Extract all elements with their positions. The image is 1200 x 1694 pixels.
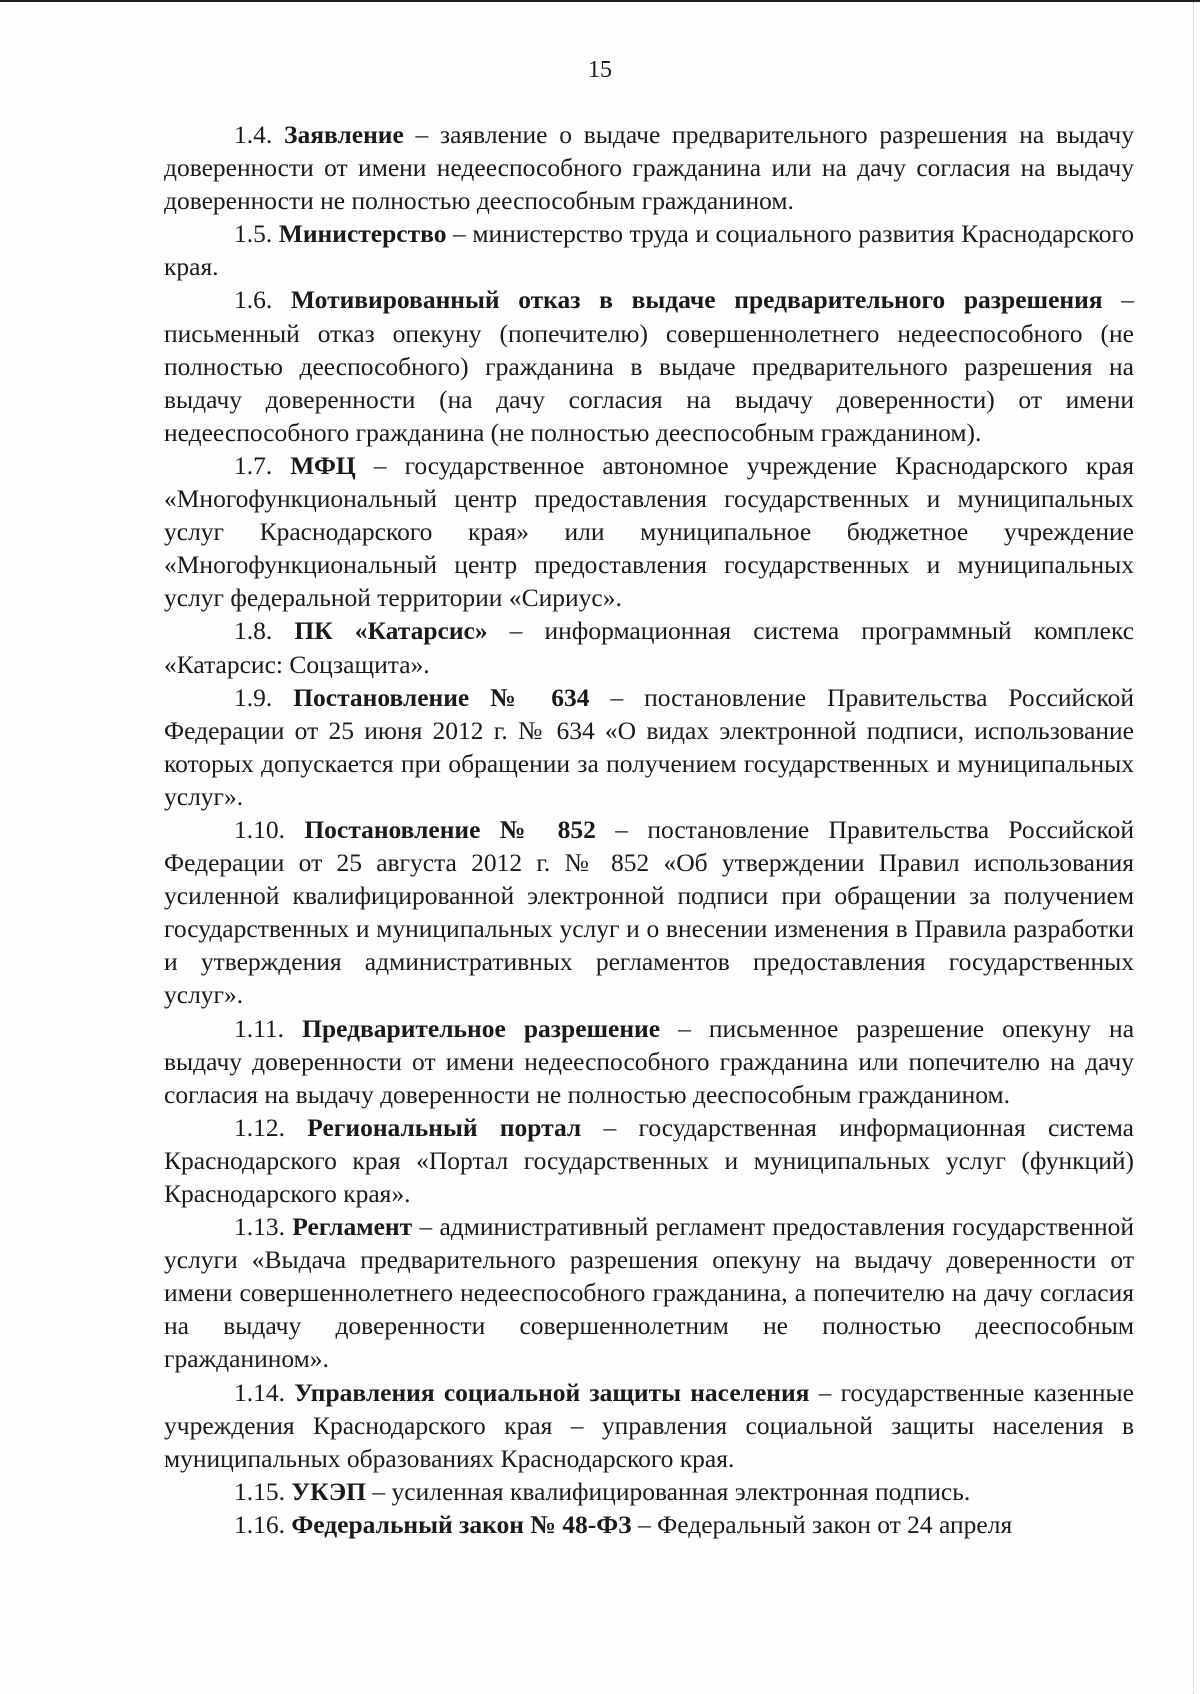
definition-number: 1.9. — [234, 682, 273, 712]
definition-text: информационная система программный комплекс «Катарсис: Соцзащита». — [164, 616, 1135, 679]
definition-text: письменное разрешение опекуну на выдачу доверенности от имени недееспособного гражданина или попечителю на дачу согласия на выдачу доверенности не полностью дееспособным гражданином. — [164, 1013, 1135, 1109]
definition-term: Мотивированный отказ в выдаче предварительного разрешения — [290, 285, 1103, 315]
definition-text: государственные казенные учреждения Краснодарского края – управления социальной защиты населения в муниципальных образованиях Краснодарского края. — [164, 1377, 1134, 1473]
definition-1-9: 1.9. Постановление № 634 – постановление Правительства Российской Федерации от 25 июня 2012 г. № 634 «О видах электронной подписи, использование которых допускается при обращении за получением государственных и муниципальных услуг». — [164, 682, 1135, 811]
definition-1-11: 1.11. Предварительное разрешение – письменное разрешение опекуну на выдачу доверенности от имени недееспособного гражданина или попечителю на дачу согласия на выдачу доверенности не полностью дееспособным гражданином. — [164, 1013, 1135, 1109]
definition-number: 1.5. — [234, 219, 273, 249]
definition-term: Постановление № 852 — [304, 814, 596, 844]
definition-term: Постановление № 634 — [293, 682, 590, 712]
definition-text: письменный отказ опекуну (попечителю) совершеннолетнего недееспособного (не полностью дееспособного) гражданина в выдаче предварительного разрешения на выдачу доверенности (на дачу согласия на выдачу доверенности) от имени недееспособного гражданина (не полностью дееспособным гражданином). — [164, 318, 1134, 447]
definition-1-4: 1.4. Заявление – заявление о выдаче предварительного разрешения на выдачу доверенности от имени недееспособного гражданина или на дачу согласия на выдачу доверенности не полностью дееспособным гражданином. — [164, 120, 1135, 216]
definition-number: 1.7. — [234, 450, 273, 480]
definition-1-7: 1.7. МФЦ – государственное автономное учреждение Краснодарского края «Многофункциональный центр предоставления государственных и муниципальных услуг Краснодарского края» или муниципальное бюджетное учреждение «Многофункциональный центр предоставления государственных и муниципальных услуг федеральной территории «Сириус». — [164, 450, 1135, 613]
definition-number: 1.15. — [234, 1476, 285, 1506]
definition-1-12: 1.12. Региональный портал – государственная информационная система Краснодарского края «Портал государственных и муниципальных услуг (функций) Краснодарского края». — [164, 1112, 1135, 1208]
definition-term: УКЭП — [291, 1476, 367, 1506]
definition-1-15: 1.15. УКЭП – усиленная квалифицированная электронная подпись. — [234, 1476, 971, 1506]
definition-number: 1.13. — [234, 1212, 285, 1242]
definition-1-6: 1.6. Мотивированный отказ в выдаче предварительного разрешения – письменный отказ опекуну (попечителю) совершеннолетнего недееспособного (не полностью дееспособного) гражданина в выдаче предварительного разрешения на выдачу доверенности (на дачу согласия на выдачу доверенности) от имени недееспособного гражданина (не полностью дееспособным гражданином). — [164, 285, 1134, 447]
definition-term: Регламент — [292, 1212, 413, 1242]
definition-number: 1.6. — [234, 285, 273, 315]
definition-text: государственная информационная система Краснодарского края «Портал государственных и муниципальных услуг (функций) Краснодарского края». — [164, 1112, 1135, 1208]
definition-1-13: 1.13. Регламент – административный регламент предоставления государственной услуги «Выдача предварительного разрешения опекуну на выдачу доверенности от имени совершеннолетнего недееспособного гражданина, а попечителю на дачу согласия на выдачу доверенности совершеннолетним не полностью дееспособным гражданином». — [164, 1212, 1134, 1374]
definition-text: постановление Правительства Российской Федерации от 25 августа 2012 г. № 852 «Об утверждении Правил использования усиленной квалифицированной электронной подписи при обращении за получением государственных и муниципальных услуг и о внесении изменения в Правила разработки и утверждения административных регламентов предоставления государственных услуг». — [164, 814, 1135, 1010]
definition-number: 1.14. — [234, 1377, 285, 1407]
definition-text: постановление Правительства Российской Федерации от 25 июня 2012 г. № 634 «О видах электронной подписи, использование которых допускается при обращении за получением государственных и муниципальных услуг». — [164, 682, 1135, 811]
definition-text: заявление о выдаче предварительного разрешения на выдачу доверенности от имени недееспособного гражданина или на дачу согласия на выдачу доверенности не полностью дееспособным гражданином. — [164, 120, 1135, 216]
definition-1-10: 1.10. Постановление № 852 – постановление Правительства Российской Федерации от 25 августа 2012 г. № 852 «Об утверждении Правил использования усиленной квалифицированной электронной подписи при обращении за получением государственных и муниципальных услуг и о внесении изменения в Правила разработки и утверждения административных регламентов предоставления государственных услуг». — [164, 814, 1135, 1010]
page-edge — [1192, 2, 1194, 1694]
definition-text: министерство труда и социального развития Краснодарского края. — [164, 219, 1135, 282]
definition-term: Управления социальной защиты населения — [294, 1377, 810, 1407]
definition-term: Региональный портал — [307, 1112, 582, 1142]
page-number: 15 — [588, 57, 612, 83]
definition-text: усиленная квалифицированная электронная подпись. — [391, 1476, 971, 1506]
definitions-list — [164, 118, 1134, 1541]
definition-1-8: 1.8. ПК «Катарсис» – информационная система программный комплекс «Катарсис: Соцзащита». — [164, 616, 1135, 679]
definition-number: 1.11. — [234, 1013, 285, 1043]
definition-1-16: 1.16. Федеральный закон № 48-ФЗ – Федеральный закон от 24 апреля — [234, 1509, 1013, 1539]
definition-number: 1.10. — [234, 814, 285, 844]
definition-number: 1.4. — [234, 120, 273, 149]
definition-term: ПК «Катарсис» — [294, 616, 488, 646]
definition-number: 1.8. — [234, 616, 273, 646]
definition-term: Предварительное разрешение — [302, 1013, 661, 1043]
definition-1-5: 1.5. Министерство – министерство труда и социального развития Краснодарского края. — [164, 219, 1135, 282]
definition-term: МФЦ — [290, 450, 356, 480]
definition-text: государственное автономное учреждение Краснодарского края «Многофункциональный центр предоставления государственных и муниципальных услуг Краснодарского края» или муниципальное бюджетное учреждение «Многофункциональный центр предоставления государственных и муниципальных услуг федеральной территории «Сириус». — [164, 450, 1135, 613]
definition-1-14: 1.14. Управления социальной защиты населения – государственные казенные учреждения Краснодарского края – управления социальной защиты населения в муниципальных образованиях Краснодарского края. — [164, 1377, 1134, 1473]
definition-text: Федеральный закон от 24 апреля — [657, 1509, 1013, 1539]
definition-term: Министерство — [278, 219, 447, 249]
definition-text: административный регламент предоставления государственной услуги «Выдача предварительного разрешения опекуну на выдачу доверенности от имени совершеннолетнего недееспособного гражданина, а попечителю на дачу согласия на выдачу доверенности совершеннолетним не полностью дееспособным гражданином». — [164, 1212, 1134, 1374]
definition-number: 1.16. — [234, 1509, 285, 1539]
definition-term: Заявление — [284, 120, 404, 149]
definition-number: 1.12. — [234, 1112, 285, 1142]
definition-term: Федеральный закон № 48-ФЗ — [291, 1509, 632, 1539]
